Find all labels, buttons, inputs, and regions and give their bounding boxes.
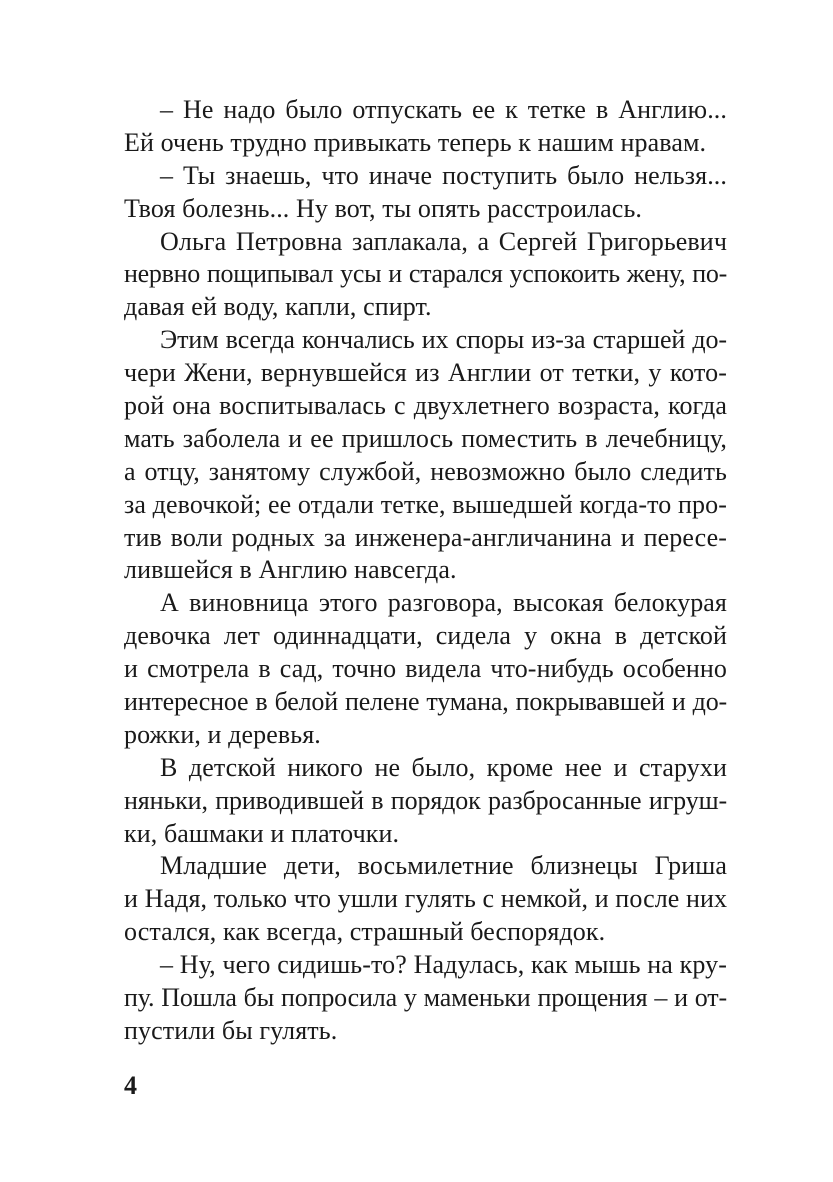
text-line: Этим всегда кончались их споры из-за старшей до- — [160, 325, 727, 355]
text-line: рой она воспитывалась с двухлетнего возраста, когда — [124, 391, 727, 421]
page-number: 4 — [124, 1071, 137, 1100]
text-line: а отцу, занятому службой, невозможно было следить — [124, 456, 727, 486]
text-line: и Надя, только что ушли гулять с немкой, и после них — [124, 884, 728, 914]
text-line: – Не надо было отпускать ее к тетке в Англию... — [160, 95, 727, 124]
text-line: и смотрела в сад, точно видела что-нибудь особенно — [124, 654, 727, 684]
text-line: Ей очень трудно привыкать теперь к нашим нравам. — [124, 127, 707, 157]
text-line: девочка лет одиннадцати, сидела у окна в детской — [124, 621, 727, 651]
text-line: мать заболела и ее пришлось поместить в лечебницу, — [124, 423, 727, 453]
text-line: тив воли родных за инженера-англичанина и пересе- — [124, 522, 727, 552]
text-line: ки, башмаки и платочки. — [124, 818, 400, 848]
text-line: нервно пощипывал усы и старался успокоить жену, по- — [124, 259, 727, 289]
text-line: Твоя болезнь... Ну вот, ты опять расстроилась. — [124, 193, 642, 223]
text-line: – Ну, чего сидишь-то? Надулась, как мышь на кру- — [160, 950, 727, 980]
text-line: няньки, приводившей в порядок разбросанные игруш- — [124, 785, 727, 815]
page-body — [124, 94, 727, 1048]
text-line: Младшие дети, восьмилетние близнецы Гриша — [160, 851, 727, 881]
text-line: лившейся в Англию навсегда. — [124, 555, 457, 585]
text-line: – Ты знаешь, что иначе поступить было нельзя... — [160, 160, 727, 190]
text-line: чери Жени, вернувшейся из Англии от тетки, у кото- — [124, 358, 727, 388]
text-line: пу. Пошла бы попросила у маменьки прощения – и от- — [124, 983, 727, 1013]
text-line: Ольга Петровна заплакала, а Сергей Григорьевич — [160, 226, 727, 256]
text-line: В детской никого не было, кроме нее и старухи — [160, 752, 727, 782]
text-line: пустили бы гулять. — [124, 1015, 338, 1045]
text-line: А виновница этого разговора, высокая белокурая — [160, 588, 727, 618]
text-line: интересное в белой пелене тумана, покрывавшей и до- — [124, 687, 727, 717]
text-line: за девочкой; ее отдали тетке, вышедшей когда-то про- — [124, 489, 727, 519]
text-line: остался, как всегда, страшный беспорядок. — [124, 917, 606, 947]
text-line: давая ей воду, капли, спирт. — [124, 292, 432, 322]
text-line: рожки, и деревья. — [124, 719, 321, 749]
